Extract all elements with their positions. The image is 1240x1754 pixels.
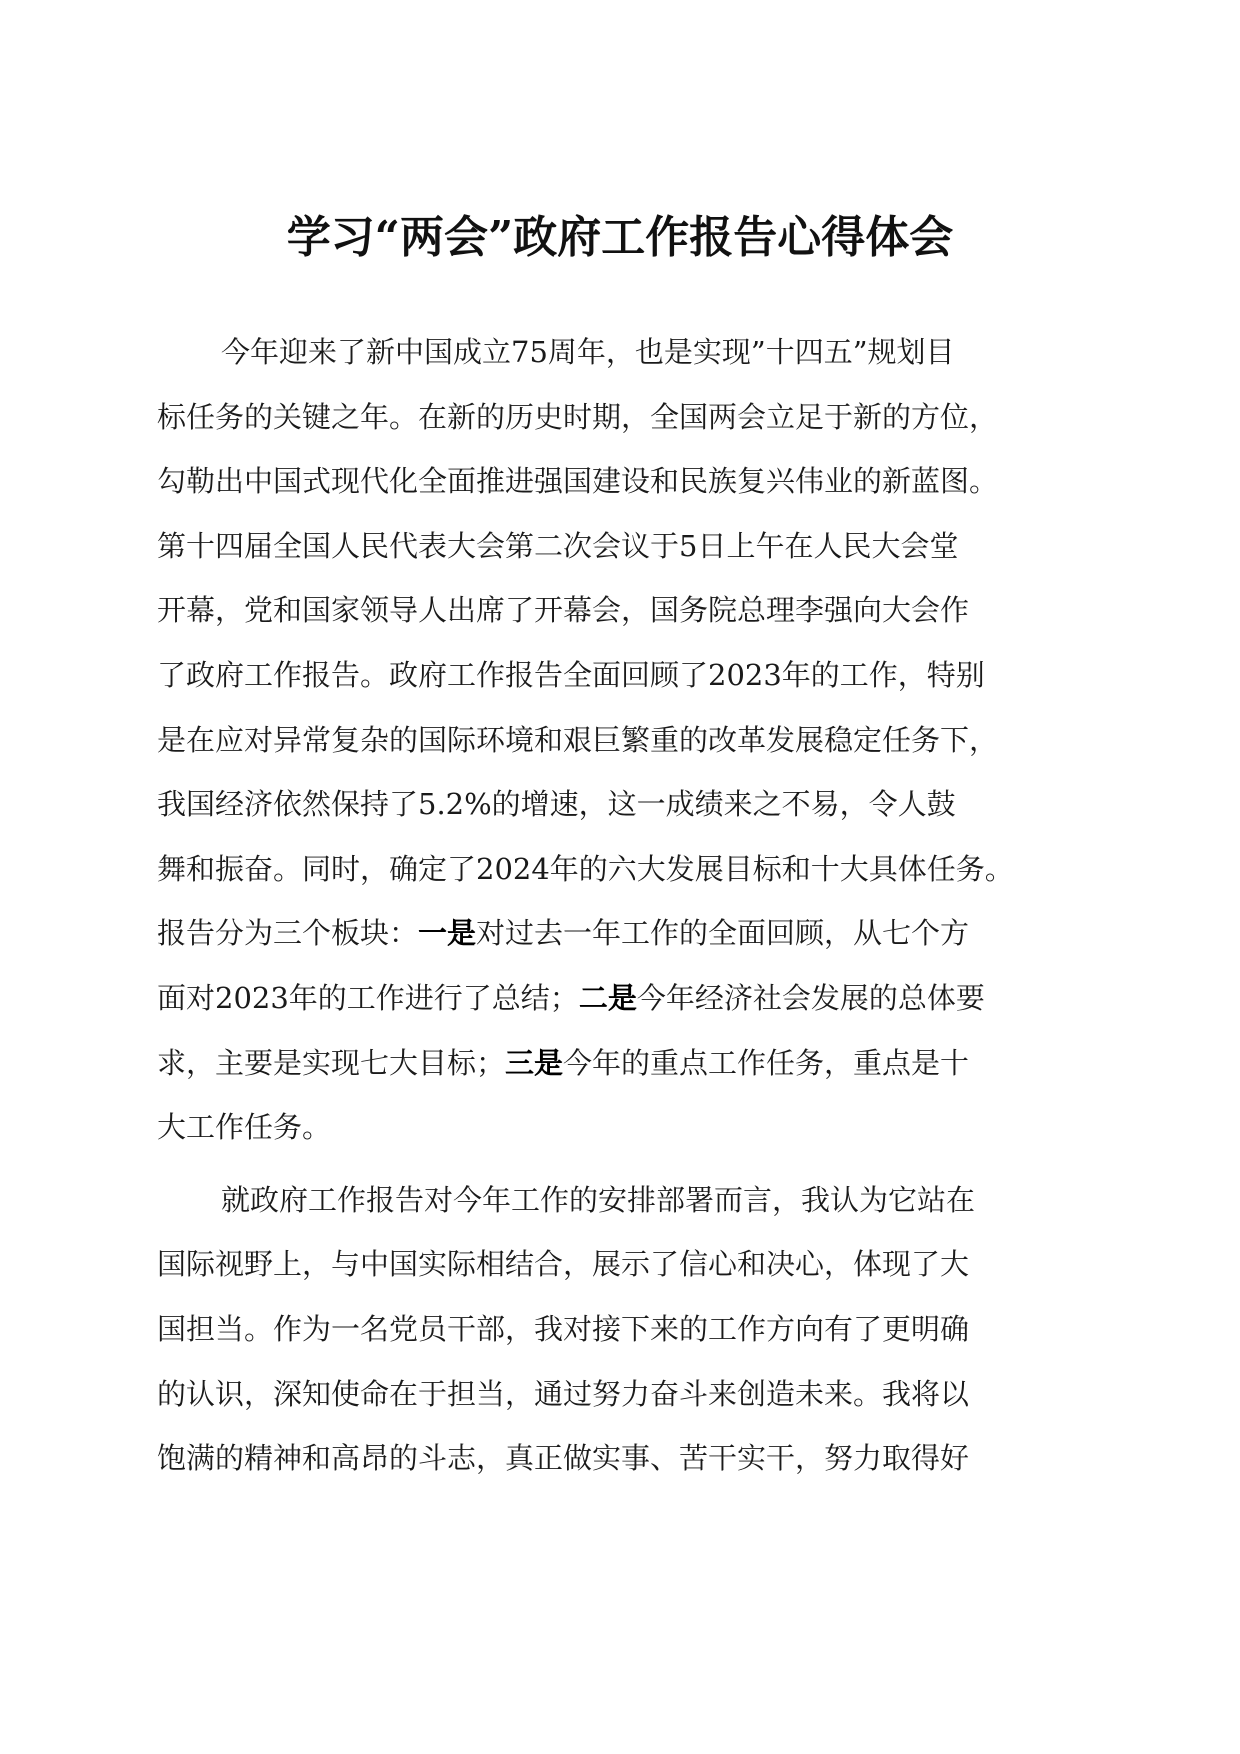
text-line: 大工作任务。 bbox=[157, 1110, 332, 1145]
text-line: 勾勒出中国式现代化全面推进强国建设和民族复兴伟业的新蓝图。 bbox=[157, 464, 999, 499]
text-line: 第十四届全国人民代表大会第二次会议于5日上午在人民大会堂 bbox=[157, 528, 959, 563]
paragraph-1 bbox=[157, 320, 1097, 1160]
text-line: 舞和振奋。同时，确定了2024年的六大发展目标和十大具体任务。 bbox=[157, 851, 1014, 886]
text-run: 今年的重点工作任务，重点是十 bbox=[563, 1045, 970, 1080]
text-line: 今年迎来了新中国成立75周年，也是实现”十四五”规划目 bbox=[221, 335, 955, 369]
text-line: 是在应对异常复杂的国际环境和艰巨繁重的改革发展稳定任务下， bbox=[157, 722, 999, 757]
text-line: 了政府工作报告。政府工作报告全面回顾了2023年的工作，特别 bbox=[157, 657, 985, 692]
text-line: 我国经济依然保持了5.2%的增速，这一成绩来之不易，令人鼓 bbox=[157, 787, 956, 822]
text-line: 的认识，深知使命在于担当，通过努力奋斗来创造未来。我将以 bbox=[157, 1376, 970, 1411]
document-body bbox=[157, 320, 1097, 1491]
text-line bbox=[157, 901, 1097, 966]
document-title: 学习“两会”政府工作报告心得体会 bbox=[286, 212, 954, 263]
text-line: 开幕，党和国家领导人出席了开幕会，国务院总理李强向大会作 bbox=[157, 593, 970, 628]
text-line: 饱满的精神和高昂的斗志，真正做实事、苦干实干，努力取得好 bbox=[157, 1441, 970, 1476]
text-line: 国担当。作为一名党员干部，我对接下来的工作方向有了更明确 bbox=[157, 1311, 970, 1346]
text-run: 报告分为三个板块： bbox=[157, 916, 419, 951]
emphasis-first: 一是 bbox=[418, 916, 477, 951]
text-run: 对过去一年工作的全面回顾，从七个方 bbox=[476, 916, 970, 951]
emphasis-second: 二是 bbox=[578, 980, 637, 1015]
paragraph-2 bbox=[157, 1168, 1097, 1491]
text-run: 求，主要是实现七大目标； bbox=[157, 1045, 506, 1080]
text-run: 今年经济社会发展的总体要 bbox=[636, 980, 985, 1015]
paragraph-gap bbox=[157, 1160, 1097, 1168]
text-line: 就政府工作报告对今年工作的安排部署而言，我认为它站在 bbox=[221, 1182, 976, 1217]
text-line bbox=[157, 966, 1097, 1031]
text-line bbox=[157, 1031, 1097, 1096]
emphasis-third: 三是 bbox=[505, 1045, 564, 1080]
text-run: 面对2023年的工作进行了总结； bbox=[157, 980, 579, 1015]
text-line: 国际视野上，与中国实际相结合，展示了信心和决心，体现了大 bbox=[157, 1247, 970, 1282]
text-line: 标任务的关键之年。在新的历史时期，全国两会立足于新的方位， bbox=[157, 399, 999, 434]
